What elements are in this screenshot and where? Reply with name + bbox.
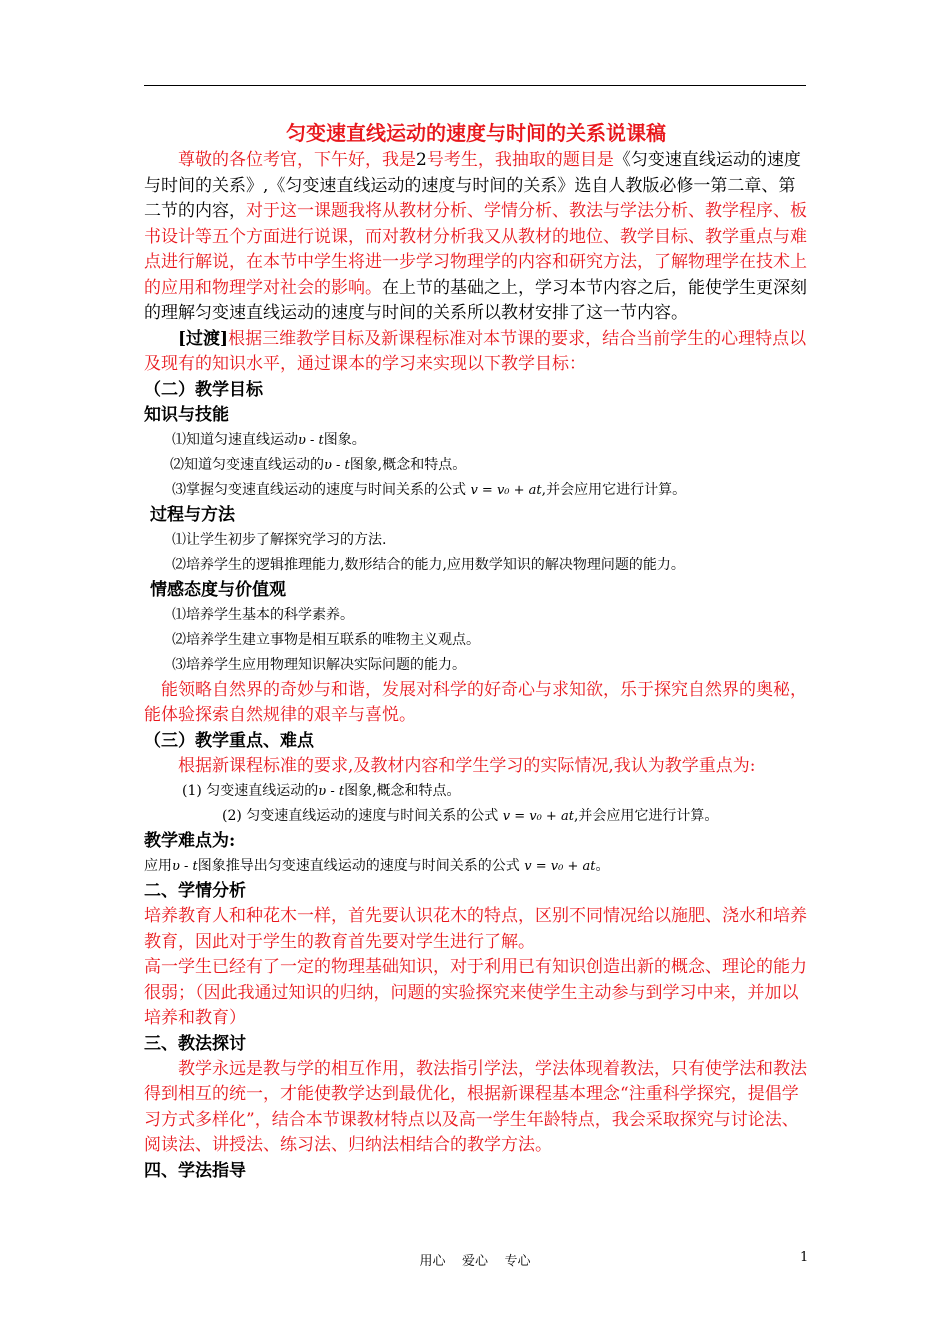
page-number: 1 xyxy=(800,1250,809,1265)
header-rule xyxy=(144,85,806,86)
document-body xyxy=(144,118,808,1184)
teaching-method-heading: 三、教法探讨 xyxy=(144,1033,246,1054)
emotion-paragraph: 能领略自然界的奇妙与和谐，发展对科学的好奇心与求知欲，乐于探究自然界的奥秘，能体验探索自然规律的艰辛与喜悦。 xyxy=(144,679,807,725)
process-heading: 过程与方法 xyxy=(150,504,235,525)
transition-paragraph: [过渡]根据三维教学目标及新课程标准对本节课的要求，结合当前学生的心理特点以及现有的知识水平，通过课本的学习来实现以下教学目标： xyxy=(144,328,807,374)
key-item-2: (2) 匀变速直线运动的速度与时间关系的公式 v = v₀ + at,并会应用它进行计算。 xyxy=(222,808,719,824)
teaching-method-p1: 教学永远是教与学的相互作用，教法指引学法，学法体现着教法，只有使学法和教法得到相互的统一，才能使教学达到最优化，根据新课程基本理念“注重科学探究，提倡学习方式多样化”，结合本节课教材特点以及高一学生年龄特点，我会采取探究与讨论法、阅读法、讲授法、练习法、归纳法相结合的教学方法。 xyxy=(144,1058,807,1155)
intro-paragraph: 尊敬的各位考官，下午好，我是2号考生，我抽取的题目是《匀变速直线运动的速度与时间的关系》,《匀变速直线运动的速度与时间的关系》选自人教版必修一第二章、第二节的内容，对于这一课题我将从教材分析、学情分析、教法与学法分析、教学程序、板书设计等五个方面进行说课，而对教材分析我又从教材的地位、教学目标、教学重点与难点进行解说，在本节中学生将进一步学习物理学的内容和研究方法，了解物理学在技术上的应用和物理学对社会的影响。在上节的基础之上，学习本节内容之后，能使学生更深刻的理解匀变速直线运动的速度与时间的关系所以教材安排了这一节内容。 xyxy=(144,150,807,323)
knowledge-item-1: ⑴知道匀速直线运动υ - t图象。 xyxy=(172,431,366,448)
knowledge-item-3: ⑶掌握匀变速直线运动的速度与时间关系的公式 v = v₀ + at,并会应用它进行计算。 xyxy=(172,481,687,498)
emotion-item-3: ⑶培养学生应用物理知识解决实际问题的能力。 xyxy=(172,656,466,673)
emotion-item-2: ⑵培养学生建立事物是相互联系的唯物主义观点。 xyxy=(172,631,480,648)
footer-motto: 用心 爱心 专心 xyxy=(419,1254,531,1269)
difficulty-text: 应用υ - t图象推导出匀变速直线运动的速度与时间关系的公式 v = v₀ + at。 xyxy=(144,858,610,874)
student-analysis-p2: 高一学生已经有了一定的物理基础知识，对于利用已有知识创造出新的概念、理论的能力很弱；（因此我通过知识的归纳，问题的实验探究来使学生主动参与到学习中来，并加以培养和教育） xyxy=(144,957,807,1028)
key-item-1: (1) 匀变速直线运动的υ - t图象,概念和特点。 xyxy=(182,783,461,799)
difficulty-heading: 教学难点为: xyxy=(144,831,236,851)
emotion-item-1: ⑴培养学生基本的科学素养。 xyxy=(172,606,354,623)
process-item-1: ⑴让学生初步了解探究学习的方法. xyxy=(172,531,387,548)
learning-method-heading: 四、学法指导 xyxy=(144,1160,246,1181)
knowledge-item-2: ⑵知道匀变速直线运动的υ - t图象,概念和特点。 xyxy=(170,456,467,473)
key-intro: 根据新课程标准的要求,及教材内容和学生学习的实际情况,我认为教学重点为: xyxy=(178,755,756,776)
student-analysis-heading: 二、学情分析 xyxy=(144,881,246,901)
emotion-heading: 情感态度与价值观 xyxy=(150,579,286,600)
process-item-2: ⑵培养学生的逻辑推理能力,数形结合的能力,应用数学知识的解决物理问题的能力。 xyxy=(172,556,685,573)
student-analysis-p1: 培养教育人和种花木一样，首先要认识花木的特点，区别不同情况给以施肥、浇水和培养教育，因此对于学生的教育首先要对学生进行了解。 xyxy=(144,906,807,952)
key-heading: （三）教学重点、难点 xyxy=(144,730,314,751)
goals-heading: （二）教学目标 xyxy=(144,379,263,400)
knowledge-heading: 知识与技能 xyxy=(144,404,229,425)
document-title: 匀变速直线运动的速度与时间的关系说课稿 xyxy=(286,121,666,145)
